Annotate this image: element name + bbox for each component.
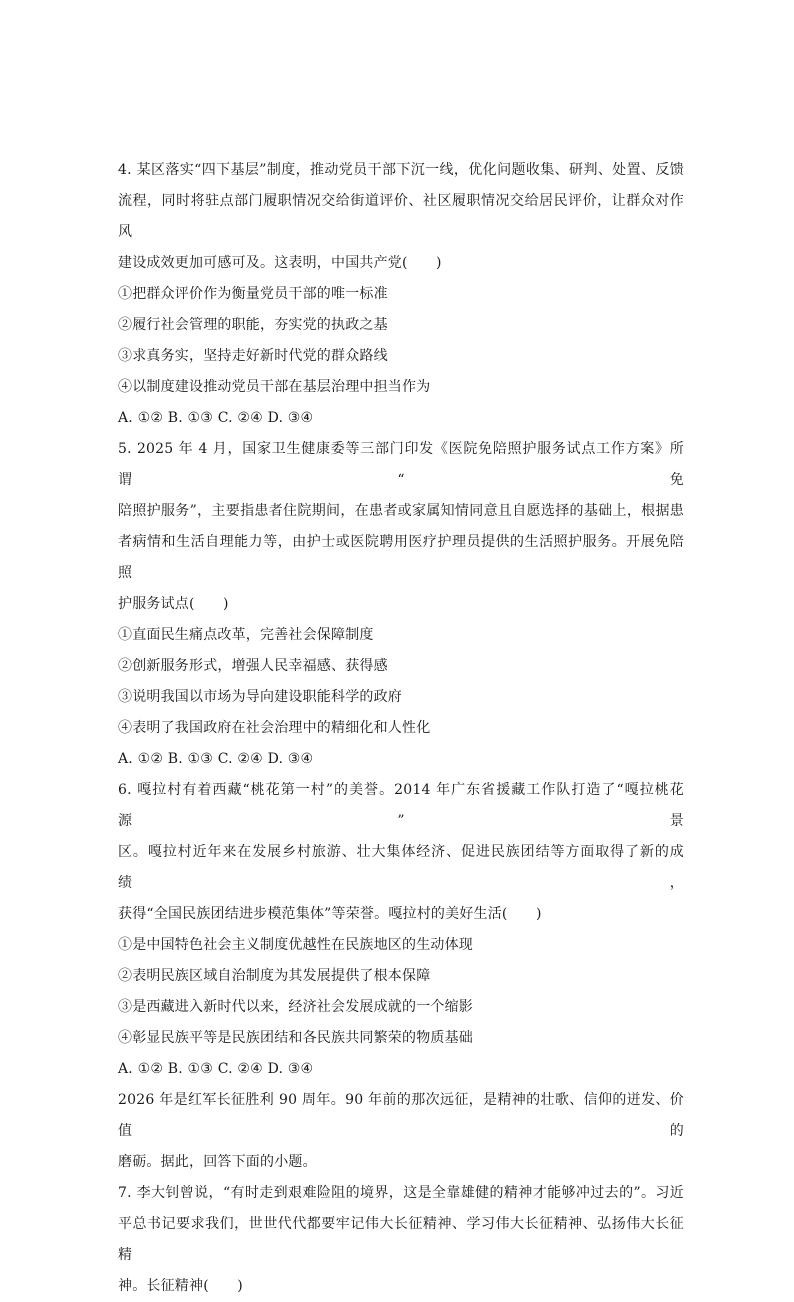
question-7 [118,1178,684,1302]
question-6-option-3: ③是西藏进入新时代以来，经济社会发展成就的一个缩影 [118,999,473,1015]
question-4 [118,155,684,434]
question-4-choices: A. ①② B. ①③ C. ②④ D. ③④ [118,410,314,426]
question-5-option-3: ③说明我国以市场为导向建设职能科学的政府 [118,689,402,705]
question-5-option-2: ②创新服务形式，增强人民幸福感、获得感 [118,658,388,674]
question-6-stem-line-1: 6. 嘎拉村有着西藏“桃花第一村”的美誉。2014 年广东省援藏工作队打造了“嘎拉桃花源”景 [118,782,684,829]
question-5-option-1: ①直面民生痛点改革，完善社会保障制度 [118,627,374,643]
question-4-option-2: ②履行社会管理的职能，夯实党的执政之基 [118,317,388,333]
question-5-stem-line-1: 5. 2025 年 4 月，国家卫生健康委等三部门印发《医院免陪照护服务试点工作方案》所谓“免 [118,441,684,488]
question-4-option-4: ④以制度建设推动党员干部在基层治理中担当作为 [118,379,431,395]
question-4-stem-line-2: 流程，同时将驻点部门履职情况交给街道评价、社区履职情况交给居民评价，让群众对作风 [118,193,684,240]
question-7-stem-line-1: 7. 李大钊曾说，“有时走到艰难险阻的境界，这是全靠雄健的精神才能够冲过去的”。习近 [118,1185,684,1201]
material-intro [118,1085,684,1178]
question-4-stem-line-3: 建设成效更加可感可及。这表明，中国共产党( ) [118,255,442,271]
question-5-option-4: ④表明了我国政府在社会治理中的精细化和人性化 [118,720,431,736]
material-intro-line-1: 2026 年是红军长征胜利 90 周年。90 年前的那次远征，是精神的壮歌、信仰的迸发、价值的 [118,1092,684,1139]
question-5 [118,434,684,775]
document-page [118,155,684,1302]
question-6-choices: A. ①② B. ①③ C. ②④ D. ③④ [118,1061,314,1077]
question-6 [118,775,684,1085]
question-7-stem-line-2: 平总书记要求我们，世世代代都要牢记伟大长征精神、学习伟大长征精神、弘扬伟大长征精 [118,1216,684,1263]
question-4-option-3: ③求真务实，坚持走好新时代党的群众路线 [118,348,388,364]
question-4-stem-line-1: 4. 某区落实“四下基层”制度，推动党员干部下沉一线，优化问题收集、研判、处置、反馈 [118,162,684,178]
question-7-stem-line-3: 神。长征精神( ) [118,1278,243,1294]
question-6-stem-line-2: 区。嘎拉村近年来在发展乡村旅游、壮大集体经济、促进民族团结等方面取得了新的成绩， [118,844,684,891]
question-6-option-2: ②表明民族区域自治制度为其发展提供了根本保障 [118,968,431,984]
question-5-stem-line-4: 护服务试点( ) [118,596,229,612]
question-4-option-1: ①把群众评价作为衡量党员干部的唯一标准 [118,286,388,302]
question-5-stem-line-2: 陪照护服务”，主要指患者住院期间，在患者或家属知情同意且自愿选择的基础上，根据患 [118,503,684,519]
question-5-choices: A. ①② B. ①③ C. ②④ D. ③④ [118,751,314,767]
question-6-option-1: ①是中国特色社会主义制度优越性在民族地区的生动体现 [118,937,473,953]
material-intro-line-2: 磨砺。据此，回答下面的小题。 [118,1154,317,1170]
question-5-stem-line-3: 者病情和生活自理能力等，由护士或医院聘用医疗护理员提供的生活照护服务。开展免陪照 [118,534,684,581]
question-6-option-4: ④彰显民族平等是民族团结和各民族共同繁荣的物质基础 [118,1030,473,1046]
question-6-stem-line-3: 获得“全国民族团结进步模范集体”等荣誉。嘎拉村的美好生活( ) [118,906,542,922]
